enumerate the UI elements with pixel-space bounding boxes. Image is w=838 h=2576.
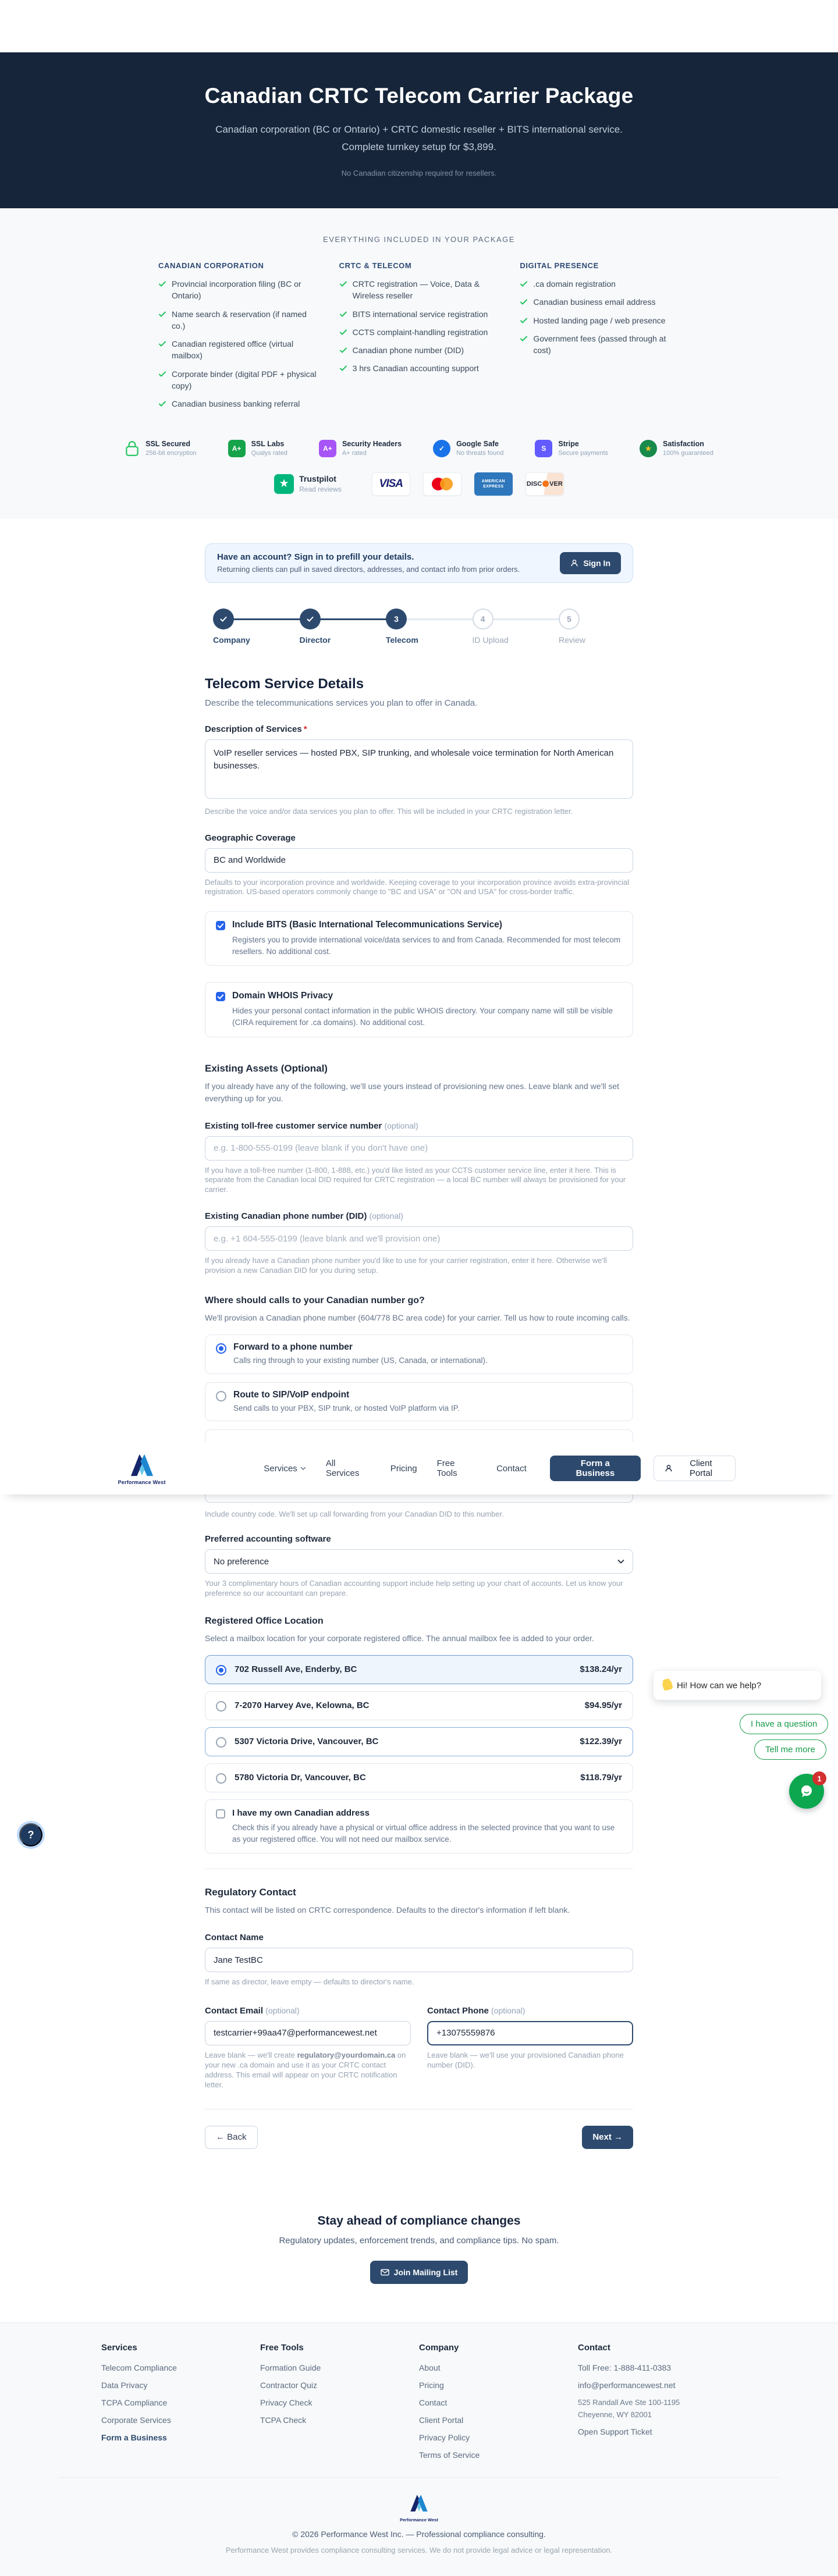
list-item: CRTC registration — Voice, Data & Wireless reseller (339, 278, 499, 302)
check-icon (339, 364, 347, 372)
sip-desc: Send calls to your PBX, SIP trunk, or hosted VoIP platform via IP. (233, 1403, 460, 1412)
whois-checkbox[interactable] (216, 992, 225, 1001)
check-icon (520, 280, 528, 288)
lock-icon (125, 440, 140, 457)
sip-title: Route to SIP/VoIP endpoint (233, 1389, 350, 1400)
accounting-label: Preferred accounting software (205, 1534, 331, 1545)
column-heading: CANADIAN CORPORATION (158, 261, 264, 270)
check-icon (158, 370, 166, 378)
envelope-icon (381, 2269, 389, 2276)
office-option-enderby[interactable]: 702 Russell Ave, Enderby, BC $138.24/yr (205, 1655, 633, 1684)
office-radio[interactable] (216, 1665, 226, 1675)
disclaimer: Performance West provides compliance consulting services. We do not provide legal advice or legal representation. (225, 2545, 613, 2554)
footer-link-client-portal[interactable]: Client Portal (419, 2415, 464, 2425)
tollfree-input[interactable] (205, 1136, 633, 1161)
check-icon (306, 615, 314, 623)
page-title: Canadian CRTC Telecom Carrier Package (204, 84, 634, 108)
own-address-title: I have my own Canadian address (232, 1808, 370, 1818)
badge-google-safe: ✓ Google Safe No threats found (433, 440, 503, 457)
footer-email[interactable]: info@performancewest.net (578, 2380, 676, 2390)
office-sub: Select a mailbox location for your corporate registered office. The annual mailbox fee is added to your order. (205, 1633, 594, 1643)
office-option-victoria-dr[interactable]: 5780 Victoria Dr, Vancouver, BC $118.79/yr (205, 1763, 633, 1792)
check-icon (520, 298, 528, 306)
badge-ssl-labs: A+ SSL Labs Qualys rated (228, 440, 287, 457)
list-item: Canadian registered office (virtual mailbox) (158, 338, 318, 362)
office-heading: Registered Office Location (205, 1616, 324, 1626)
own-address-checkbox[interactable] (216, 1809, 225, 1819)
list-item: Hosted landing page / web presence (520, 315, 680, 326)
hero-section (0, 52, 838, 208)
trustpilot-star-icon: ★ (274, 474, 294, 494)
list-item: Canadian phone number (DID) (339, 344, 499, 356)
chevron-down-icon (300, 1467, 306, 1470)
office-radio[interactable] (216, 1773, 226, 1784)
footer-brand-name: Performance West (400, 2517, 438, 2522)
did-label: Existing Canadian phone number (DID) (optional) (205, 1211, 403, 1222)
footer-link-tcpa-compliance[interactable]: TCPA Compliance (101, 2397, 168, 2407)
next-button[interactable]: Next → (582, 2126, 633, 2149)
routing-heading: Where should calls to your Canadian number go? (205, 1296, 425, 1306)
progress-stepper (213, 609, 585, 649)
accounting-select[interactable]: No preference (205, 1549, 633, 1574)
contact-email-help: Leave blank — we'll create regulatory@yourdomain.ca on your new .ca domain and use it as your CRTC contact address. This email will appear on your CRTC notification letter. (205, 2050, 406, 2089)
form-title: Telecom Service Details (205, 675, 364, 692)
sip-radio[interactable] (216, 1391, 226, 1401)
list-item: .ca domain registration (520, 278, 680, 290)
whois-option-card[interactable] (205, 982, 633, 1037)
check-icon (339, 280, 347, 288)
footer-link-data-privacy[interactable]: Data Privacy (101, 2380, 148, 2390)
signin-subtitle: Returning clients can pull in saved directors, addresses, and contact info from prior orders. (217, 565, 520, 574)
check-icon (339, 328, 347, 336)
step-telecom[interactable]: 3 Telecom (386, 609, 407, 629)
footer-phone[interactable]: Toll Free: 1-888-411-0383 (578, 2362, 672, 2372)
footer-divider (58, 2477, 780, 2478)
description-textarea[interactable] (205, 739, 633, 799)
sign-in-button[interactable]: Sign In (560, 552, 621, 574)
bits-desc: Registers you to provide international voice/data services to and from Canada. Recommended for most telecom resellers. No additional cost. (232, 935, 621, 956)
footer-link-contact[interactable]: Contact (419, 2397, 448, 2407)
footer-address-line1: 525 Randall Ave Ste 100-1195 (578, 2397, 680, 2407)
footer-link-tcpa-check[interactable]: TCPA Check (260, 2415, 307, 2425)
user-icon (570, 559, 578, 567)
payment-logos-row (0, 472, 838, 504)
step-connector (493, 618, 560, 620)
join-mailing-list-button[interactable]: Join Mailing List (370, 2261, 468, 2284)
order-form (118, 543, 713, 2149)
footer-link-formation-guide[interactable]: Formation Guide (260, 2362, 321, 2372)
check-icon (158, 280, 166, 288)
step-connector (320, 618, 387, 620)
list-item: Corporate binder (digital PDF + physical copy) (158, 368, 318, 392)
includes-column-telecom (339, 261, 499, 417)
list-item: Provincial incorporation filing (BC or Ontario) (158, 278, 318, 302)
visa-logo: VISA (372, 472, 410, 496)
discover-logo: DISC VER (525, 472, 564, 496)
help-button[interactable]: ? (19, 1823, 42, 1846)
did-input[interactable] (205, 1226, 633, 1251)
bits-option-card[interactable] (205, 911, 633, 966)
brand-logo[interactable] (107, 1451, 176, 1485)
regulatory-sub: This contact will be listed on CRTC correspondence. Defaults to the director's information if left blank. (205, 1905, 570, 1915)
top-spacer (0, 0, 838, 52)
office-price: $138.24/yr (580, 1664, 622, 1675)
existing-assets-heading: Existing Assets (Optional) (205, 1062, 328, 1074)
performance-west-logo-icon (407, 2493, 431, 2513)
user-icon (665, 1464, 673, 1472)
list-item: BITS international service registration (339, 308, 499, 320)
footer-address-line2: Cheyenne, WY 82001 (578, 2410, 652, 2419)
contact-email-input[interactable] (205, 2021, 411, 2045)
routing-option-sip[interactable] (205, 1382, 633, 1422)
footer-col-tools: Free Tools Formation Guide Contractor Quiz Privacy Check TCPA Check (260, 2343, 419, 2468)
regulatory-heading: Regulatory Contact (205, 1887, 296, 1898)
office-price: $118.79/yr (580, 1773, 622, 1783)
routing-option-forward[interactable] (205, 1335, 633, 1374)
nav-pricing[interactable]: Pricing (390, 1463, 417, 1474)
list-item: Canadian business banking referral (158, 398, 318, 410)
required-asterisk: * (303, 724, 307, 734)
coverage-help: Defaults to your incorporation province and worldwide. Keeping coverage to your incorporation province avoids extra-provincial registration. US-based operators commonly change to "BC and USA" or "ON and USA" for cross-border traffic. (205, 877, 630, 896)
signin-banner (205, 543, 633, 583)
contact-email-label: Contact Email (optional) (205, 2005, 300, 2016)
contact-phone-label: Contact Phone (optional) (427, 2005, 525, 2016)
forwarding-card-edge (205, 1429, 633, 1443)
check-icon (339, 310, 347, 318)
chat-option-question[interactable]: I have a question (740, 1714, 828, 1734)
check-icon (158, 340, 166, 348)
newsletter-sub: Regulatory updates, enforcement trends, and compliance tips. No spam. (279, 2235, 559, 2246)
office-option-victoria-drive[interactable]: 5307 Victoria Drive, Vancouver, BC $122.39/yr (205, 1727, 633, 1756)
star-circle-icon: ★ (640, 440, 657, 457)
newsletter-title: Stay ahead of compliance changes (317, 2214, 521, 2228)
check-circle-icon: ✓ (433, 440, 450, 457)
own-address-card[interactable] (205, 1799, 633, 1853)
amex-logo: AMERICAN EXPRESS (474, 472, 513, 496)
forwarding-number-block (118, 1429, 713, 1522)
chat-unread-badge: 1 (812, 1771, 826, 1785)
check-icon (158, 400, 166, 408)
office-price: $122.39/yr (580, 1737, 622, 1747)
wave-hand-icon (662, 1680, 673, 1691)
grade-icon: A+ (228, 440, 246, 457)
trustpilot-badge[interactable]: ★ Trustpilot Read reviews (274, 474, 342, 494)
copyright: © 2026 Performance West Inc. — Professional compliance consulting. (292, 2529, 546, 2539)
hero-subtitle: Canadian corporation (BC or Ontario) + CRTC domestic reseller + BITS international service. Complete turnkey setup for $3,899. (215, 124, 623, 152)
footer-link-corporate-services[interactable]: Corporate Services (101, 2415, 171, 2425)
footer-col-services: Services Telecom Compliance Data Privacy TCPA Compliance Corporate Services Form a Business (101, 2343, 260, 2468)
package-includes-section (0, 208, 838, 519)
stripe-icon: S (535, 440, 552, 457)
includes-column-corporation (158, 261, 318, 417)
whois-desc: Hides your personal contact information in the public WHOIS directory. Your company name will still be visible (CIRA requirement for .ca domains). No additional cost. (232, 1006, 613, 1027)
nav-links (264, 1458, 526, 1478)
step-connector (233, 618, 300, 620)
tollfree-label: Existing toll-free customer service number (optional) (205, 1120, 418, 1131)
badge-satisfaction: ★ Satisfaction 100% guaranteed (640, 440, 713, 457)
hero-note: No Canadian citizenship required for resellers. (341, 168, 497, 177)
includes-column-digital (520, 261, 680, 417)
step-connector (406, 618, 473, 620)
list-item: Canadian business email address (520, 296, 680, 308)
newsletter-section (0, 2214, 838, 2284)
footer-link-privacy-check[interactable]: Privacy Check (260, 2397, 313, 2407)
tollfree-help: If you have a toll-free number (1-800, 1-888, etc.) you'd like listed as your CCTS customer service line, enter it here. This is separate from the Canadian local DID required for CRTC registration — a local BC number will always be provisioned for your carrier. (205, 1165, 626, 1194)
own-address-desc: Check this if you already have a physical or virtual office address in the selected province that you want to use as your registered office. You will not need our mailbox service. (232, 1823, 615, 1844)
chat-launcher-button[interactable] (789, 1774, 824, 1809)
whois-title: Domain WHOIS Privacy (232, 991, 333, 1001)
trust-badges-row (0, 440, 838, 457)
performance-west-logo-icon (127, 1451, 157, 1478)
step-director[interactable]: Director (300, 609, 321, 629)
check-icon (158, 310, 166, 318)
list-item: Name search & reservation (if named co.) (158, 308, 318, 332)
forward-radio[interactable] (216, 1343, 226, 1354)
check-icon (520, 335, 528, 343)
list-item: 3 hrs Canadian accounting support (339, 362, 499, 374)
contact-name-input[interactable] (205, 1948, 633, 1972)
description-help: Describe the voice and/or data services you plan to offer. This will be included in your CRTC registration letter. (205, 806, 573, 816)
list-item: Government fees (passed through at cost) (520, 333, 680, 357)
signin-title: Have an account? Sign in to prefill your details. (217, 552, 414, 563)
chat-bubble-icon (798, 1782, 815, 1800)
nav-free-tools[interactable]: Free Tools (436, 1458, 457, 1479)
form-a-business-button[interactable]: Form a Business (550, 1456, 641, 1481)
footer-link-about[interactable]: About (419, 2362, 441, 2372)
office-option-kelowna[interactable]: 7-2070 Harvey Ave, Kelowna, BC $94.95/yr (205, 1691, 633, 1720)
nav-services[interactable]: Services (264, 1464, 306, 1474)
nav-contact[interactable]: Contact (496, 1463, 527, 1474)
badge-ssl-secured: SSL Secured 256-bit encryption (125, 440, 196, 457)
badge-security-headers: A+ Security Headers A+ rated (319, 440, 402, 457)
forward-title: Forward to a phone number (233, 1342, 353, 1353)
form-subtitle: Describe the telecommunications services you plan to offer in Canada. (205, 698, 478, 708)
footer-link-pricing[interactable]: Pricing (419, 2380, 444, 2390)
coverage-input[interactable] (205, 848, 633, 873)
routing-sub: We'll provision a Canadian phone number (604/778 BC area code) for your carrier. Tell us how to route incoming calls. (205, 1313, 630, 1323)
footer-bottom (0, 2493, 838, 2554)
footer-support-ticket[interactable]: Open Support Ticket (578, 2426, 652, 2436)
brand-name: Performance West (118, 1479, 166, 1486)
forward-desc: Calls ring through to your existing number (US, Canada, or international). (233, 1356, 488, 1365)
contact-name-label: Contact Name (205, 1933, 264, 1943)
coverage-label: Geographic Coverage (205, 832, 296, 843)
footer-link-terms[interactable]: Terms of Service (419, 2450, 480, 2460)
column-heading: DIGITAL PRESENCE (520, 261, 599, 270)
list-item: CCTS complaint-handling registration (339, 326, 499, 338)
footer (0, 2322, 838, 2576)
nav-all-services[interactable]: All Services (325, 1458, 360, 1479)
forwarding-help: Include country code. We'll set up call forwarding from your Canadian DID to this number. (205, 1510, 504, 1519)
chat-greeting-bubble[interactable]: Hi! How can we help? (654, 1671, 821, 1700)
footer-link-contractor-quiz[interactable]: Contractor Quiz (260, 2380, 318, 2390)
client-portal-button[interactable]: Client Portal (654, 1456, 736, 1481)
footer-col-contact: Contact Toll Free: 1-888-411-0383 info@performancewest.net 525 Randall Ave Ste 100-1195 Cheyenne, WY 82001 Open Support Ticket (578, 2343, 737, 2468)
includes-grid (158, 261, 680, 417)
column-heading: CRTC & TELECOM (339, 261, 412, 270)
grade-icon: A+ (319, 440, 336, 457)
footer-col-company: Company About Pricing Contact Client Portal Privacy Policy Terms of Service (419, 2343, 578, 2468)
check-icon (219, 615, 228, 623)
accounting-help: Your 3 complimentary hours of Canadian accounting support include help setting up your chart of accounts. Let us know your preference so our accountant can prepare. (205, 1579, 623, 1598)
bits-checkbox[interactable] (216, 921, 225, 930)
footer-link-form-a-business[interactable]: Form a Business (101, 2432, 167, 2442)
includes-caption: EVERYTHING INCLUDED IN YOUR PACKAGE (323, 235, 515, 244)
check-icon (520, 316, 528, 325)
office-price: $94.95/yr (584, 1700, 622, 1711)
site-navbar (0, 1442, 838, 1495)
footer-link-privacy-policy[interactable]: Privacy Policy (419, 2432, 470, 2442)
check-icon (339, 346, 347, 354)
footer-link-telecom-compliance[interactable]: Telecom Compliance (101, 2362, 177, 2372)
contact-phone-input[interactable] (427, 2021, 633, 2045)
bits-title: Include BITS (Basic International Telecommunications Service) (232, 920, 502, 930)
chevron-down-icon (617, 1559, 624, 1564)
existing-assets-sub: If you already have any of the following, we'll use yours instead of provisioning new ones. Leave blank and we'll set everything up for you. (205, 1081, 619, 1103)
step-company[interactable]: Company (213, 609, 234, 629)
chat-option-more[interactable]: Tell me more (754, 1739, 826, 1760)
back-button[interactable]: ← Back (205, 2126, 258, 2149)
did-help: If you already have a Canadian phone number you'd like to use for your carrier registration, enter it here. Otherwise we'll provision a new Canadian DID for you during setup. (205, 1256, 607, 1275)
badge-stripe: S Stripe Secure payments (535, 440, 608, 457)
contact-phone-help: Leave blank — we'll use your provisioned Canadian phone number (DID). (427, 2050, 624, 2069)
description-label: Description of Services * (205, 724, 307, 734)
step-review[interactable]: 5 Review (559, 609, 580, 629)
contact-name-help: If same as director, leave empty — defaults to director's name. (205, 1977, 414, 1987)
office-radio[interactable] (216, 1701, 226, 1712)
step-id-upload[interactable]: 4 ID Upload (473, 609, 493, 629)
office-radio[interactable] (216, 1737, 226, 1748)
mastercard-logo (423, 472, 461, 496)
